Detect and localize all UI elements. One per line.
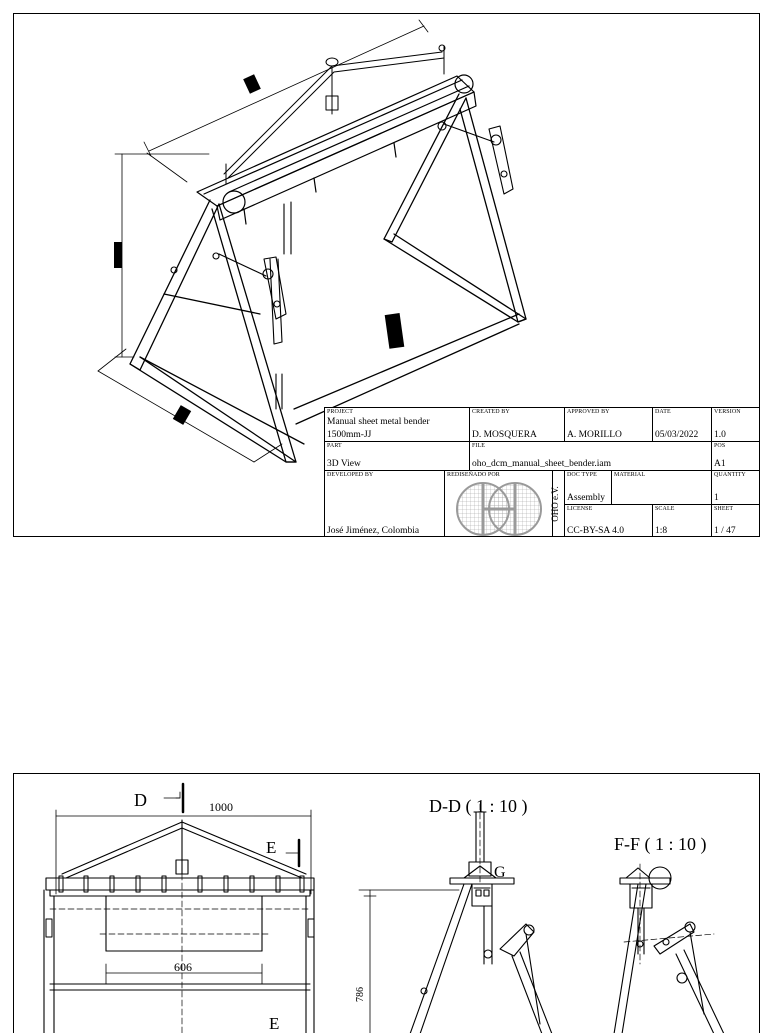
dimension-lines [98,20,428,462]
tb-developed-by-value: José Jiménez, Colombia [327,526,420,536]
tb-license-value: CC-BY-SA 4.0 [567,526,625,536]
inner-width-dimension-label: 606 [174,960,192,974]
tb-doc-type-cell [565,471,612,505]
tb-org-vertical: OHO e.V. [549,486,560,522]
tb-scale-cell [653,505,712,537]
tb-developed-by-cell [325,471,445,537]
tb-sheet-label: SHEET [714,506,734,512]
tb-date-label: DATE [655,409,671,415]
section-dd-title: D-D ( 1 : 10 ) [429,796,528,816]
right-a-frame [294,94,526,424]
tb-approved-by-value: A. MORILLO [567,430,622,440]
section-ff-title: F-F ( 1 : 10 ) [614,834,707,854]
section-e-marker-top-label: E [266,838,277,857]
tb-scale-label: SCALE [655,506,675,512]
tb-date-value: 05/03/2022 [655,430,699,440]
tb-version-label: VERSION [714,409,741,415]
tb-sheet-value: 1 / 47 [714,526,736,536]
section-dd-drawing [359,804,552,1033]
tb-doc-type-value: Assembly [567,493,605,503]
left-a-frame [130,200,304,462]
hinge-arms [171,122,513,319]
tb-redesigned-label: REDISEÑADO POR [447,472,500,478]
tb-pos-cell [712,442,760,471]
drawing-sheet-front-view [13,773,760,1033]
tb-redesigned-cell [445,471,553,537]
tb-material-cell [612,471,712,505]
tb-part-label: PART [327,443,342,449]
front-view-drawing [44,784,314,1033]
tb-material-label: MATERIAL [614,472,646,478]
title-block [324,407,760,537]
tb-part-cell [325,442,470,471]
tb-created-by-label: CREATED BY [472,409,510,415]
tb-quantity-label: QUANTITY [714,472,746,478]
tb-project-value-line1: Manual sheet metal bender [327,417,430,427]
tb-project-label: PROJECT [327,409,354,415]
tb-quantity-cell [712,471,760,505]
tb-file-cell [470,442,712,471]
section-ff-drawing [614,864,724,1033]
tb-developed-by-label: DEVELOPED BY [327,472,374,478]
tb-created-by-cell [470,408,565,442]
section-d-marker-label: D [134,790,147,810]
section-e-marker-bottom-label: E [269,1014,280,1033]
tb-project-cell [325,408,470,442]
tb-license-label: LICENSE [567,506,593,512]
tb-pos-value: A1 [714,459,726,469]
height-dimension-label: 786 [355,987,366,1002]
tb-scale-value: 1:8 [655,526,668,536]
tb-version-value: 1.0 [714,430,726,440]
tb-approved-by-cell [565,408,653,442]
upper-beam [197,75,476,224]
tb-created-by-value: D. MOSQUERA [472,430,537,440]
tb-org-cell [549,471,565,537]
tb-file-label: FILE [472,443,486,449]
detail-g-marker-label: G [494,864,506,881]
tb-project-value-line2: 1500mm-JJ [327,430,372,440]
tb-sheet-cell [712,505,760,537]
tb-part-value: 3D View [327,459,361,469]
tb-version-cell [712,408,760,442]
oho-logo [446,481,552,537]
bolt-row [46,876,314,937]
tb-approved-by-label: APPROVED BY [567,409,610,415]
tb-quantity-value: 1 [714,493,719,503]
drawing-sheet-3d-view [13,13,760,537]
tb-file-value: oho_dcm_manual_sheet_bender.iam [472,459,612,469]
tb-license-cell [565,505,653,537]
front-view-and-sections [14,774,760,1033]
width-dimension-label: 1000 [209,800,233,814]
tb-pos-label: POS [714,443,726,449]
tb-date-cell [653,408,712,442]
lifting-truss [224,45,445,184]
tb-doc-type-label: DOC TYPE [567,472,597,478]
